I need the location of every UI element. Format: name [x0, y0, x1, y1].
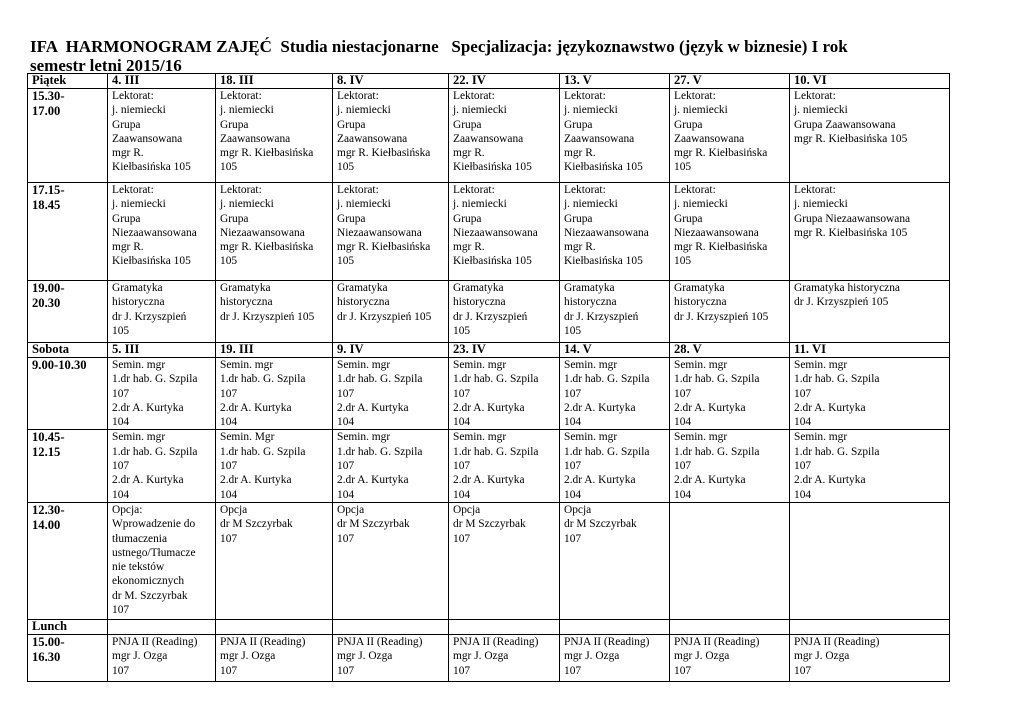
schedule-row: [28, 430, 950, 502]
date-header-cell: 8. IV: [333, 74, 449, 89]
time-slot-cell: 17.15- 18.45: [28, 183, 108, 281]
class-cell: Opcja dr M Szczyrbak 107: [449, 502, 560, 619]
date-header-cell: 11. VI: [790, 343, 950, 358]
class-cell: Opcja dr M Szczyrbak 107: [560, 502, 670, 619]
date-header-cell: 28. V: [670, 343, 790, 358]
day-header-row-saturday: [28, 343, 950, 358]
class-cell: PNJA II (Reading) mgr J. Ozga 107: [333, 634, 449, 681]
class-cell: Lektorat: j. niemiecki Grupa Niezaawansowana mgr R. Kiełbasińska 105: [108, 183, 216, 281]
day-header-row-friday: [28, 74, 950, 89]
date-header-cell: 13. V: [560, 74, 670, 89]
date-header-cell: 9. IV: [333, 343, 449, 358]
class-cell: Opcja dr M Szczyrbak 107: [333, 502, 449, 619]
class-cell: Gramatyka historyczna dr J. Krzyszpień 105: [216, 281, 333, 343]
class-cell: PNJA II (Reading) mgr J. Ozga 107: [216, 634, 333, 681]
class-cell: PNJA II (Reading) mgr J. Ozga 107: [449, 634, 560, 681]
schedule-table: [27, 73, 950, 682]
class-cell: PNJA II (Reading) mgr J. Ozga 107: [108, 634, 216, 681]
class-cell: PNJA II (Reading) mgr J. Ozga 107: [560, 634, 670, 681]
time-slot-cell: 9.00-10.30: [28, 358, 108, 430]
class-cell: Semin. mgr 1.dr hab. G. Szpila 107 2.dr A. Kurtyka 104: [333, 430, 449, 502]
schedule-row: [28, 281, 950, 343]
class-cell: PNJA II (Reading) mgr J. Ozga 107: [790, 634, 950, 681]
date-header-cell: [670, 619, 790, 634]
class-cell: Semin. mgr 1.dr hab. G. Szpila 107 2.dr A. Kurtyka 104: [560, 430, 670, 502]
class-cell: Gramatyka historyczna dr J. Krzyszpień 105: [790, 281, 950, 343]
date-header-cell: [216, 619, 333, 634]
class-cell: Semin. mgr 1.dr hab. G. Szpila 107 2.dr A. Kurtyka 104: [216, 358, 333, 430]
class-cell: Lektorat: j. niemiecki Grupa Niezaawansowana mgr R. Kiełbasińska 105: [790, 183, 950, 281]
date-header-cell: 14. V: [560, 343, 670, 358]
schedule-row: [28, 634, 950, 681]
class-cell: Semin. mgr 1.dr hab. G. Szpila 107 2.dr A. Kurtyka 104: [790, 358, 950, 430]
class-cell: Semin. mgr 1.dr hab. G. Szpila 107 2.dr A. Kurtyka 104: [333, 358, 449, 430]
class-cell: Lektorat: j. niemiecki Grupa Niezaawansowana mgr R. Kiełbasińska 105: [670, 183, 790, 281]
class-cell: Gramatyka historyczna dr J. Krzyszpień 105: [560, 281, 670, 343]
class-cell: Lektorat: j. niemiecki Grupa Zaawansowana mgr R. Kiełbasińska 105: [108, 89, 216, 183]
date-header-cell: 23. IV: [449, 343, 560, 358]
schedule-row: [28, 502, 950, 619]
time-slot-cell: 10.45- 12.15: [28, 430, 108, 502]
date-header-cell: [560, 619, 670, 634]
class-cell: Lektorat: j. niemiecki Grupa Niezaawansowana mgr R. Kiełbasińska 105: [333, 183, 449, 281]
class-cell: Gramatyka historyczna dr J. Krzyszpień 105: [108, 281, 216, 343]
class-cell: Lektorat: j. niemiecki Grupa Niezaawansowana mgr R. Kiełbasińska 105: [449, 183, 560, 281]
class-cell: Semin. mgr 1.dr hab. G. Szpila 107 2.dr A. Kurtyka 104: [108, 358, 216, 430]
day-label: Piątek: [28, 74, 108, 89]
class-cell: Lektorat: j. niemiecki Grupa Niezaawansowana mgr R. Kiełbasińska 105: [216, 183, 333, 281]
class-cell: Semin. mgr 1.dr hab. G. Szpila 107 2.dr A. Kurtyka 104: [108, 430, 216, 502]
date-header-cell: 22. IV: [449, 74, 560, 89]
date-header-cell: [333, 619, 449, 634]
day-header-row-lunch: [28, 619, 950, 634]
class-cell: Semin. mgr 1.dr hab. G. Szpila 107 2.dr A. Kurtyka 104: [449, 430, 560, 502]
date-header-cell: 4. III: [108, 74, 216, 89]
class-cell: Lektorat: j. niemiecki Grupa Zaawansowana mgr R. Kiełbasińska 105: [216, 89, 333, 183]
class-cell: Gramatyka historyczna dr J. Krzyszpień 105: [670, 281, 790, 343]
class-cell: Opcja dr M Szczyrbak 107: [216, 502, 333, 619]
class-cell: Opcja: Wprowadzenie do tłumaczenia ustnego/Tłumacze nie tekstów ekonomicznych dr M. Szczyrbak 107: [108, 502, 216, 619]
date-header-cell: 18. III: [216, 74, 333, 89]
day-label: Lunch: [28, 619, 108, 634]
schedule-row: [28, 358, 950, 430]
schedule-row: [28, 89, 950, 183]
class-cell: Lektorat: j. niemiecki Grupa Niezaawansowana mgr R. Kiełbasińska 105: [560, 183, 670, 281]
class-cell: Semin. mgr 1.dr hab. G. Szpila 107 2.dr A. Kurtyka 104: [449, 358, 560, 430]
class-cell: Lektorat: j. niemiecki Grupa Zaawansowana mgr R. Kiełbasińska 105: [333, 89, 449, 183]
time-slot-cell: 19.00- 20.30: [28, 281, 108, 343]
date-header-cell: [108, 619, 216, 634]
date-header-cell: 10. VI: [790, 74, 950, 89]
day-label: Sobota: [28, 343, 108, 358]
time-slot-cell: 15.30- 17.00: [28, 89, 108, 183]
date-header-cell: 5. III: [108, 343, 216, 358]
class-cell: Semin. mgr 1.dr hab. G. Szpila 107 2.dr A. Kurtyka 104: [560, 358, 670, 430]
class-cell: Lektorat: j. niemiecki Grupa Zaawansowana mgr R. Kiełbasińska 105: [790, 89, 950, 183]
time-slot-cell: 15.00- 16.30: [28, 634, 108, 681]
class-cell: Semin. Mgr 1.dr hab. G. Szpila 107 2.dr A. Kurtyka 104: [216, 430, 333, 502]
date-header-cell: 27. V: [670, 74, 790, 89]
class-cell: Lektorat: j. niemiecki Grupa Zaawansowana mgr R. Kiełbasińska 105: [560, 89, 670, 183]
document-title: IFA HARMONOGRAM ZAJĘĆ Studia niestacjonarne Specjalizacja: językoznawstwo (język w biznesie) I rok semestr letni 2015/16: [30, 37, 848, 75]
date-header-cell: [449, 619, 560, 634]
date-header-cell: [790, 619, 950, 634]
class-cell: Lektorat: j. niemiecki Grupa Zaawansowana mgr R. Kiełbasińska 105: [449, 89, 560, 183]
class-cell: PNJA II (Reading) mgr J. Ozga 107: [670, 634, 790, 681]
class-cell: Semin. mgr 1.dr hab. G. Szpila 107 2.dr A. Kurtyka 104: [670, 430, 790, 502]
class-cell: [790, 502, 950, 619]
date-header-cell: 19. III: [216, 343, 333, 358]
class-cell: Gramatyka historyczna dr J. Krzyszpień 105: [449, 281, 560, 343]
time-slot-cell: 12.30- 14.00: [28, 502, 108, 619]
class-cell: Semin. mgr 1.dr hab. G. Szpila 107 2.dr A. Kurtyka 104: [790, 430, 950, 502]
class-cell: [670, 502, 790, 619]
class-cell: Semin. mgr 1.dr hab. G. Szpila 107 2.dr A. Kurtyka 104: [670, 358, 790, 430]
class-cell: Gramatyka historyczna dr J. Krzyszpień 105: [333, 281, 449, 343]
schedule-row: [28, 183, 950, 281]
class-cell: Lektorat: j. niemiecki Grupa Zaawansowana mgr R. Kiełbasińska 105: [670, 89, 790, 183]
